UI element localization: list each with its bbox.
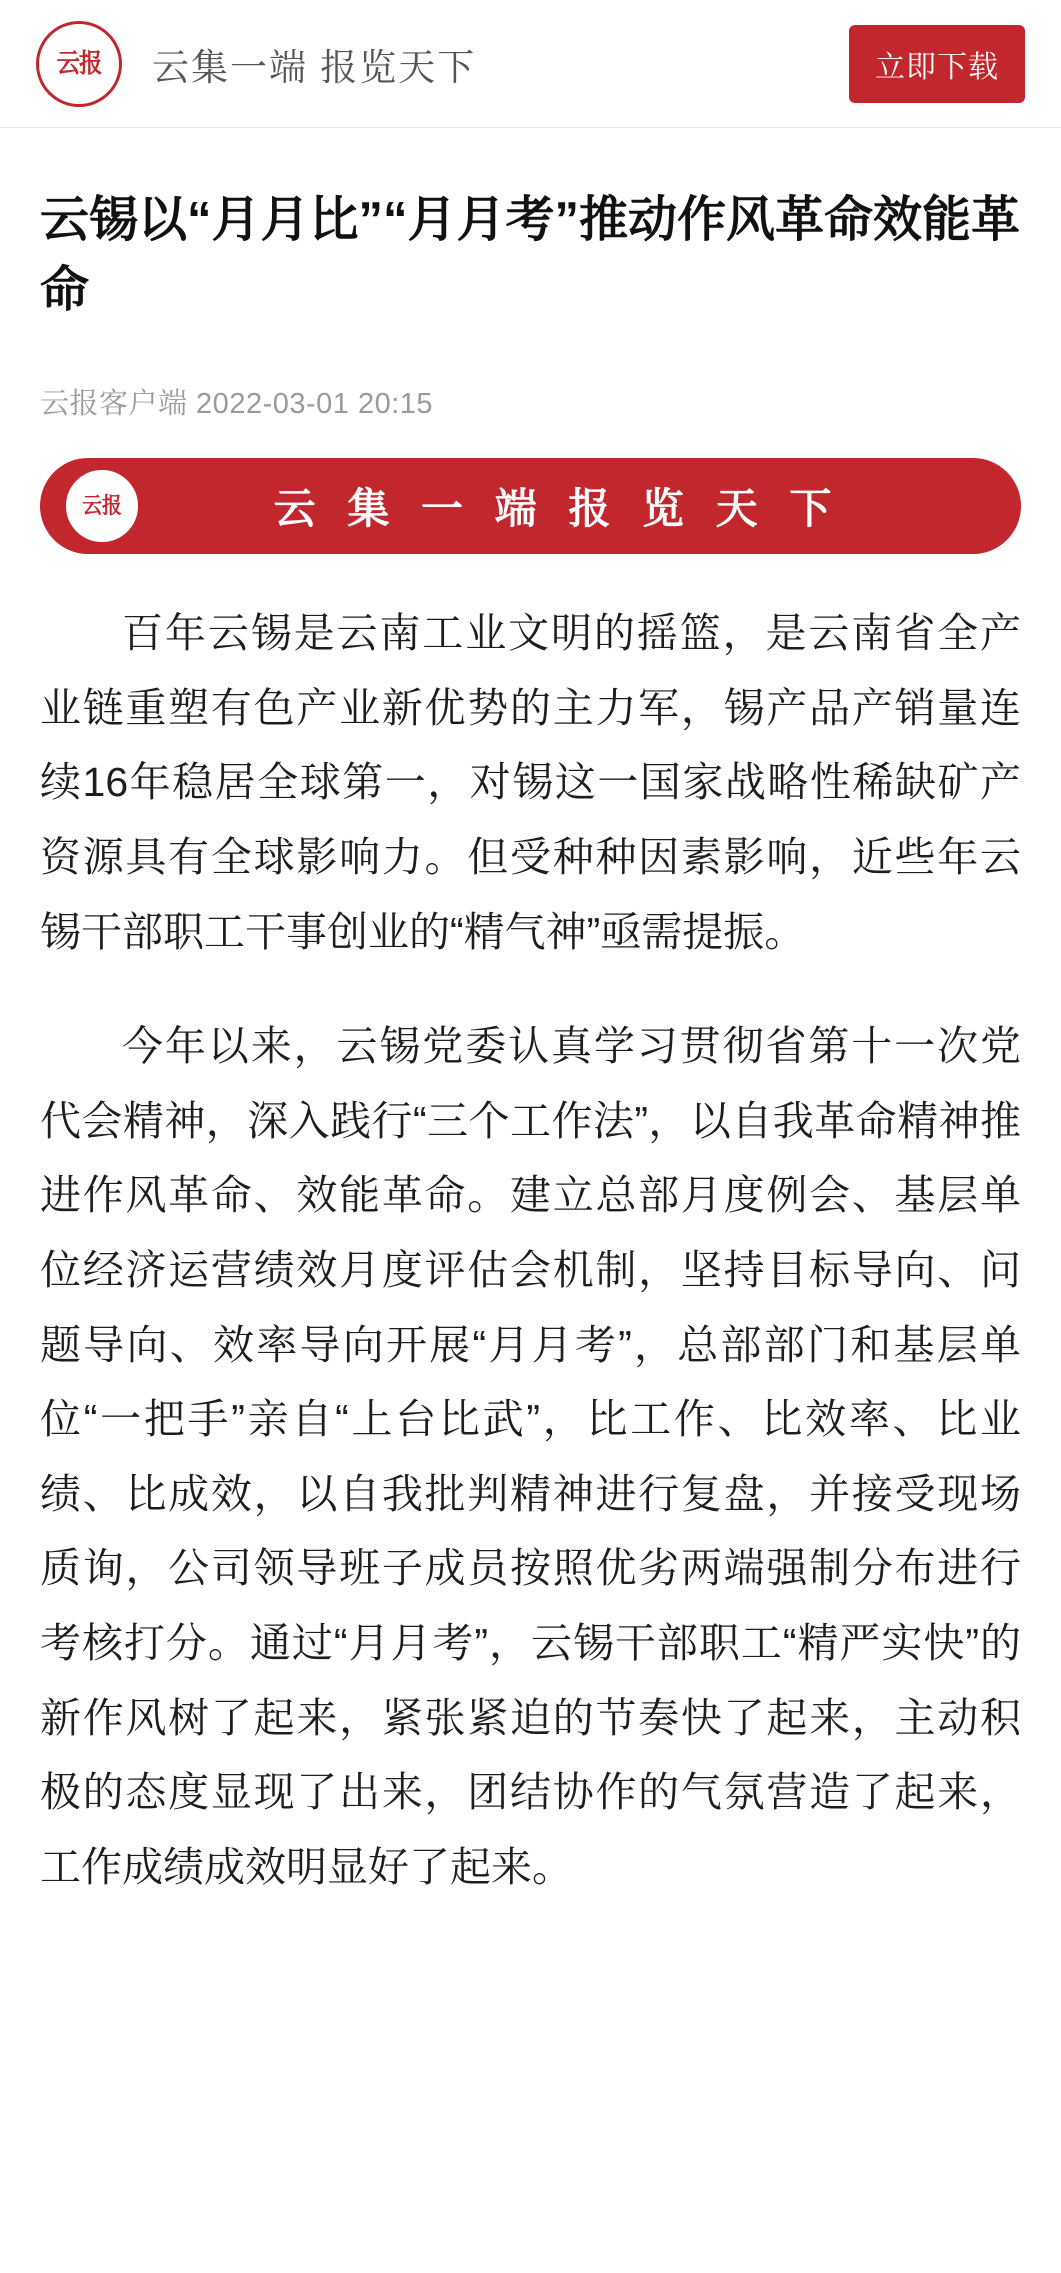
article-paragraph: 今年以来，云锡党委认真学习贯彻省第十一次党代会精神，深入践行“三个工作法”，以自我革命精神推进作风革命、效能革命。建立总部月度例会、基层单位经济运营绩效月度评估会机制，坚持目标导向、问题导向、效率导向开展“月月考”，总部部门和基层单位“一把手”亲自“上台比武”，比工作、比效率、比业绩、比成效，以自我批判精神进行复盘，并接受现场质询，公司领导班子成员按照优劣两端强制分布进行考核打分。通过“月月考”，云锡干部职工“精严实快”的新作风树了起来，紧张紧迫的节奏快了起来，主动积极的态度显现了出来，团结协作的气氛营造了起来，工作成绩成效明显好了起来。: [40, 1023, 1021, 1890]
brand-slogan: 云集一端 报览天下: [152, 47, 477, 88]
banner-slogan: 云 集 一 端 报 览 天 下: [273, 485, 842, 533]
article-meta: 云报客户端 2022-03-01 20:15: [40, 388, 434, 421]
article-body: [40, 596, 1021, 1904]
page-title: 云锡以“月月比”“月月考”推动作风革命效能革命: [40, 193, 1021, 317]
article-paragraph: 百年云锡是云南工业文明的摇篮，是云南省全产业链重塑有色产业新优势的主力军，锡产品产销量连续16年稳居全球第一，对锡这一国家战略性稀缺矿产资源具有全球影响力。但受种种因素影响，近些年云锡干部职工干事创业的“精气神”亟需提振。: [40, 610, 1021, 955]
banner-logo-text: 云报: [82, 492, 122, 519]
download-button[interactable]: 立即下载: [849, 25, 1025, 103]
article-container: [0, 186, 1061, 1905]
promo-banner[interactable]: [40, 458, 1021, 554]
yunbao-seal-logo-icon[interactable]: [36, 21, 122, 107]
app-header: [0, 0, 1061, 128]
banner-seal-logo-icon: [66, 470, 138, 542]
brand-logo-text: 云报: [56, 48, 102, 79]
